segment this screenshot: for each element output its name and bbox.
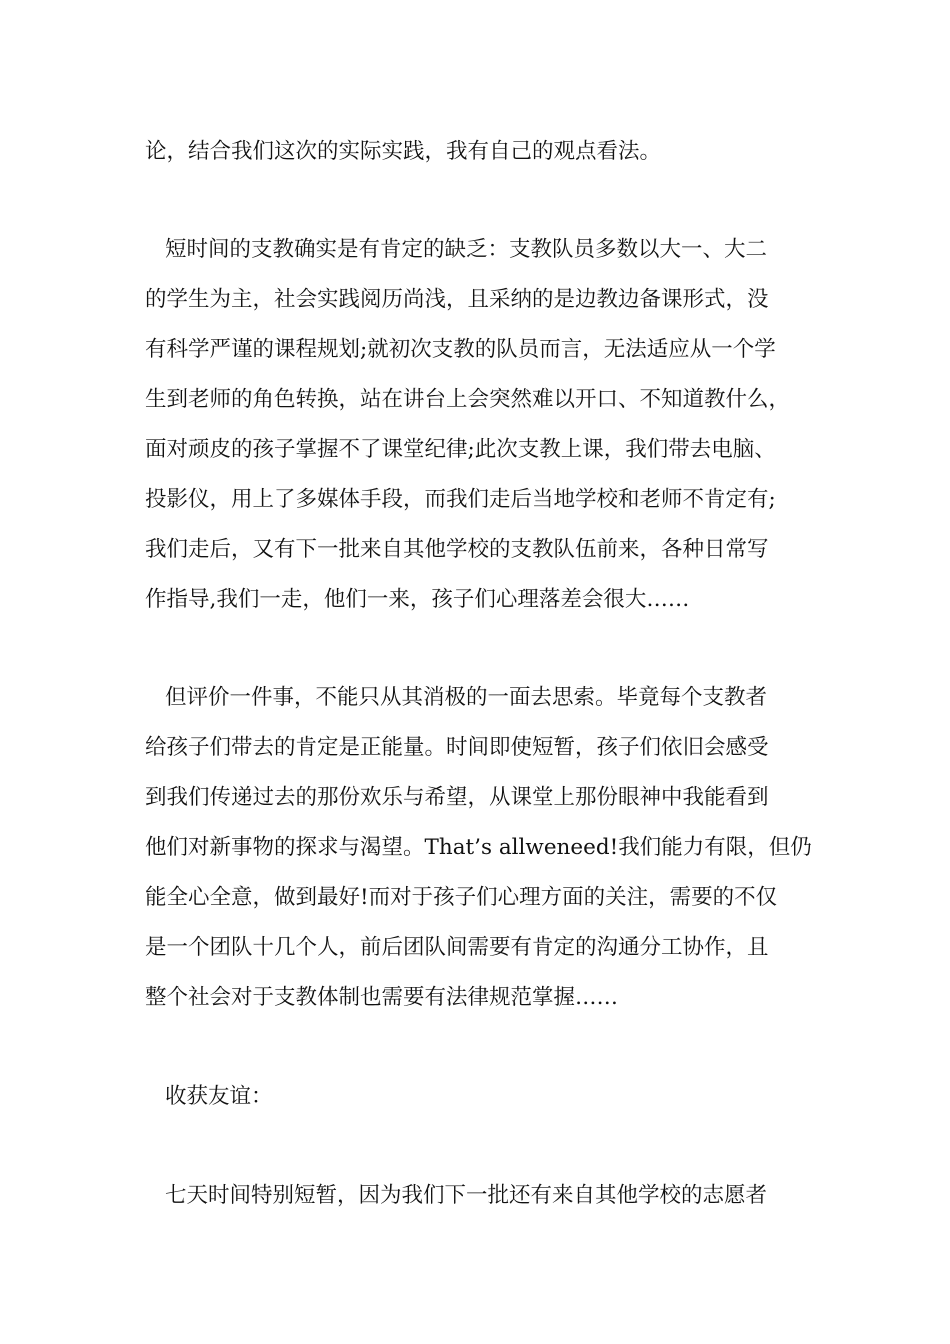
paragraph-line: 论，结合我们这次的实际实践，我有自己的观点看法。 [145, 139, 662, 164]
paragraph-line: 他们对新事物的探求与渴望。That’s allweneed!我们能力有限，但仍 [145, 835, 812, 860]
paragraph-line: 给孩子们带去的肯定是正能量。时间即使短暂，孩子们依旧会感受 [145, 735, 769, 760]
paragraph-line: 整个社会对于支教体制也需要有法律规范掌握…… [145, 985, 619, 1010]
paragraph-line: 投影仪，用上了多媒体手段，而我们走后当地学校和老师不肯定有; [145, 487, 776, 512]
paragraph-line: 七天时间特别短暂，因为我们下一批还有来自其他学校的志愿者 [165, 1183, 768, 1208]
paragraph-line: 到我们传递过去的那份欢乐与希望，从课堂上那份眼神中我能看到 [145, 785, 769, 810]
paragraph-line: 有科学严谨的课程规划;就初次支教的队员而言，无法适应从一个学 [145, 337, 776, 362]
paragraph-line: 是一个团队十几个人，前后团队间需要有肯定的沟通分工协作，且 [145, 935, 769, 960]
paragraph-line: 生到老师的角色转换，站在讲台上会突然难以开口、不知道教什么， [145, 387, 791, 412]
paragraph-line: 面对顽皮的孩子掌握不了课堂纪律;此次支教上课，我们带去电脑、 [145, 437, 776, 462]
paragraph-line: 作指导,我们一走，他们一来，孩子们心理落差会很大…… [145, 587, 690, 612]
paragraph-line: 的学生为主，社会实践阅历尚浅，且采纳的是边教边备课形式，没 [145, 287, 769, 312]
paragraph-line: 能全心全意，做到最好!而对于孩子们心理方面的关注，需要的不仅 [145, 885, 778, 910]
paragraph-line: 我们走后，又有下一批来自其他学校的支教队伍前来，各种日常写 [145, 537, 769, 562]
section-heading: 收获友谊： [165, 1084, 273, 1109]
paragraph-line: 但评价一件事，不能只从其消极的一面去思索。毕竟每个支教者 [165, 685, 768, 710]
paragraph-line: 短时间的支教确实是有肯定的缺乏：支教队员多数以大一、大二 [165, 237, 768, 262]
